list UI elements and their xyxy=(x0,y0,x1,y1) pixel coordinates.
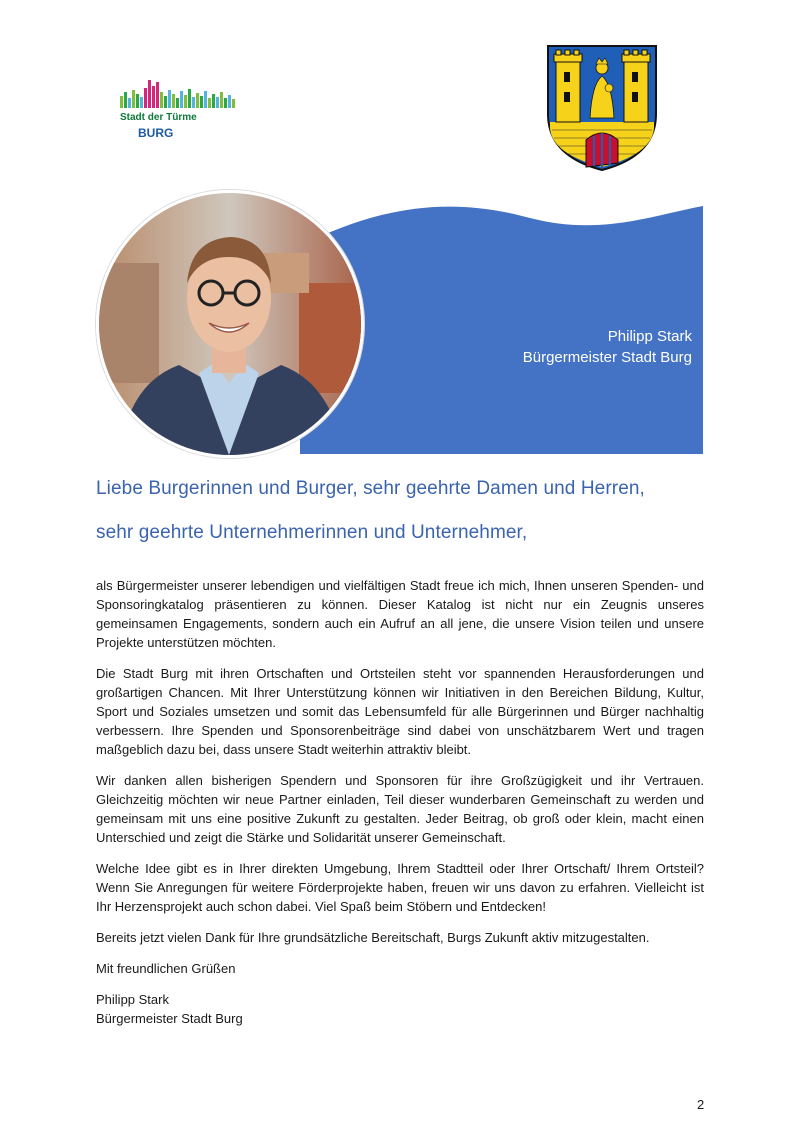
banner-name-block xyxy=(523,326,692,368)
banner-title: Bürgermeister Stadt Burg xyxy=(522,349,692,366)
signature-name: Philipp Stark xyxy=(96,992,169,1007)
salutation-line-1: Liebe Burgerinnen und Burger, sehr geehrte Damen und Herren, xyxy=(96,478,645,499)
signature-title: Bürgermeister Stadt Burg xyxy=(96,1011,243,1026)
paragraph: Die Stadt Burg mit ihren Ortschaften und Ortsteilen steht vor spannenden Herausforderungen und großartigen Chancen. Mit Ihrer Unterstützung können wir Initiativen in den Bereichen Bildung, Kultur, Sport und Soziales umsetzen und somit das Lebensumfeld für alle Bürgerinnen und Bürger nachhaltig verbessern. Ihre Spenden und Sponsorenbeiträge sind dabei von unschätzbarem Wert und tragen maßgeblich dazu bei, dass unsere Stadt weiterhin attraktiv bleibt. xyxy=(96,666,704,757)
mayor-portrait xyxy=(96,190,364,458)
paragraph: Welche Idee gibt es in Ihrer direkten Umgebung, Ihrem Stadtteil oder Ihrer Ortschaft/ Ihrem Ortsteil? Wenn Sie Anregungen für weitere Förderprojekte haben, freuen wir uns davon zu erfahren. Vielleicht ist Ihr Herzensprojekt auch schon dabei. Viel Spaß beim Stöbern und Entdecken! xyxy=(96,861,704,914)
closing: Mit freundlichen Grüßen xyxy=(96,961,236,976)
city-logo xyxy=(112,78,242,158)
paragraph: als Bürgermeister unserer lebendigen und vielfältigen Stadt freue ich mich, Ihnen unseren Spenden- und Sponsoringkatalog präsentieren zu können. Dieser Katalog ist nicht nur ein Zeugnis unseres gemeinsamen Engagements, sondern auch ein Aufruf an all jene, die unsere Vision teilen und unsere Projekte unterstützen möchten. xyxy=(96,578,704,650)
paragraph: Wir danken allen bisherigen Spendern und Sponsoren für ihre Großzügigkeit und ihr Vertrauen. Gleichzeitig möchten wir neue Partner einladen, Teil dieser wunderbaren Gemeinschaft zu werden und gemeinsam mit uns eine positive Zukunft zu gestalten. Jeder Beitrag, ob groß oder klein, macht einen Unterschied und zeigt die Stärke und Solidarität unserer Gemeinschaft. xyxy=(96,773,704,845)
salutation-line-2: sehr geehrte Unternehmerinnen und Unternehmer, xyxy=(96,522,528,543)
letter-body xyxy=(96,576,704,1028)
skyline-logo-graphic xyxy=(112,78,242,112)
paragraph: Bereits jetzt vielen Dank für Ihre grundsätzliche Bereitschaft, Burgs Zukunft aktiv mitzugestalten. xyxy=(96,930,650,945)
coat-of-arms-icon xyxy=(546,44,658,172)
signature-block xyxy=(96,990,704,1028)
logo-tagline: Stadt der Türme xyxy=(120,112,197,123)
banner-name: Philipp Stark xyxy=(607,328,692,345)
logo-city-name: BURG xyxy=(138,126,174,140)
portrait-image xyxy=(99,193,361,455)
page-number: 2 xyxy=(697,1097,705,1112)
